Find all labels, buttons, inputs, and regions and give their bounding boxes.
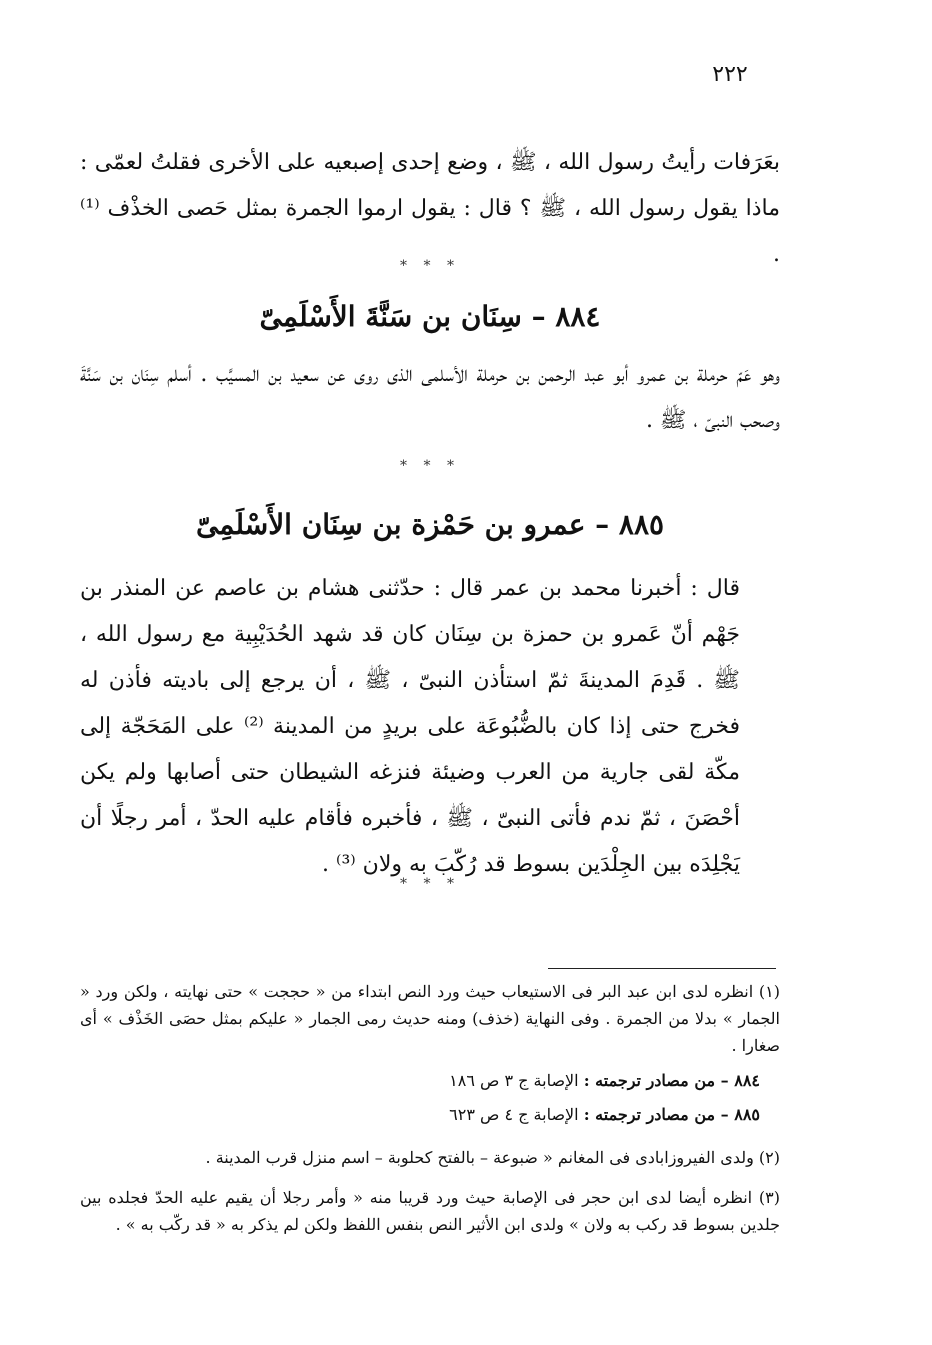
source-885-text: الإصابة ج ٤ ص ٦٢٣: [449, 1105, 579, 1124]
source-885-label: ٨٨٥ – من مصادر ترجمته :: [583, 1105, 760, 1124]
entry-885-paragraph: قال : أخبرنا محمد بن عمر قال : حدّثنى هشام بن عاصم عن المنذر بن جَهْم أنّ عَمرو بن حمزة بن سِنَان كان قد شهد الحُدَيْبِية مع رسول الله ، ﷺ . قَدِمَ المدينةَ ثمّ استأذن النبىّ ، ﷺ ، أن يرجع إلى باديته فأذن له فخرج حتى إذا كان بالضُّبُوعَة على بريدٍ من المدينة ⁽²⁾ على المَحَجّة إلى مكّة لقى جارية من العرب وضيئة فنزغه الشيطان حتى أصابها ولم يكن أحْصَنَ ، ثمّ ندم فأتى النبىّ ، ﷺ ، فأخبره فأقام عليه الحدّ ، أمر رجلًا أن يَجْلِدَه بين الجِلْدَين بسوط قد رُكّبَ به ولان ⁽³⁾ .: [80, 576, 740, 877]
footnote-source-885: [120, 1100, 760, 1130]
footnote-2: (٢) ولدى الفيروزابادى فى المغانم « ضبوعة – بالفتح كحلوبة – اسم منزل قرب المدينة .: [205, 1148, 780, 1167]
footnote-3: (٣) انظره أيضا لدى ابن حجر فى الإصابة حيث ورد قريبا منه « وأمر رجلا أن يقيم عليه الحدّ فجلده بين جلدين بسوط قد ركب به ولان » ولدى ابن الأثير النص بنفس اللفظ ولكن لم يذكر به « قد ركّب به » .: [80, 1188, 781, 1234]
entry-885-heading: ٨٨٥ – عمرو بن حَمْزة بن سِنَان الأَسْلَمِىّ: [195, 508, 665, 541]
entry-884-paragraph: وهو عَمّ حرملة بن عمرو أبو عبد الرحمن بن حرملة الأسلمى الذى روى عن سعيد بن المسيَّب . أسلم سِنَان بن سَنَّةَ وصحب النبىّ ، ﷺ .: [80, 362, 780, 433]
separator-3: * * *: [400, 876, 460, 892]
source-884-label: ٨٨٤ – من مصادر ترجمته :: [583, 1071, 760, 1090]
entry-885-block: [80, 566, 780, 888]
separator-1: * * *: [400, 258, 460, 274]
separator-2: * * *: [400, 458, 460, 474]
page-number: ٢٢٢: [712, 62, 748, 87]
entry-884-heading: ٨٨٤ – سِنَان بن سَنَّةَ الأَسْلَمِىّ: [259, 300, 601, 333]
intro-paragraph: بعَرَفات رأيتُ رسول الله ، ﷺ ، وضع إحدى إصبعيه على الأخرى فقلتُ لعمّى : ماذا يقول رسول الله ، ﷺ ؟ قال : يقول ارموا الجمرة بمثل حَصى الخذْف ⁽¹⁾ .: [80, 150, 780, 267]
entry-884-block: [80, 352, 780, 444]
footnote-1: (١) انظره لدى ابن عبد البر فى الاستيعاب حيث ورد النص ابتداء من « حججت » حتى نهايته ، ولكن ورد « الجمار » بدلا من الجمرة . وفى النهاية (خذف) ومنه حديث رمى الجمار « عليكم بمثل حصَى الخَذْف » أى صغارا .: [80, 982, 780, 1055]
source-884-text: الإصابة ج ٣ ص ١٨٦: [449, 1071, 579, 1090]
footnote-source-884: [120, 1066, 760, 1096]
footnote-divider: [548, 968, 776, 969]
